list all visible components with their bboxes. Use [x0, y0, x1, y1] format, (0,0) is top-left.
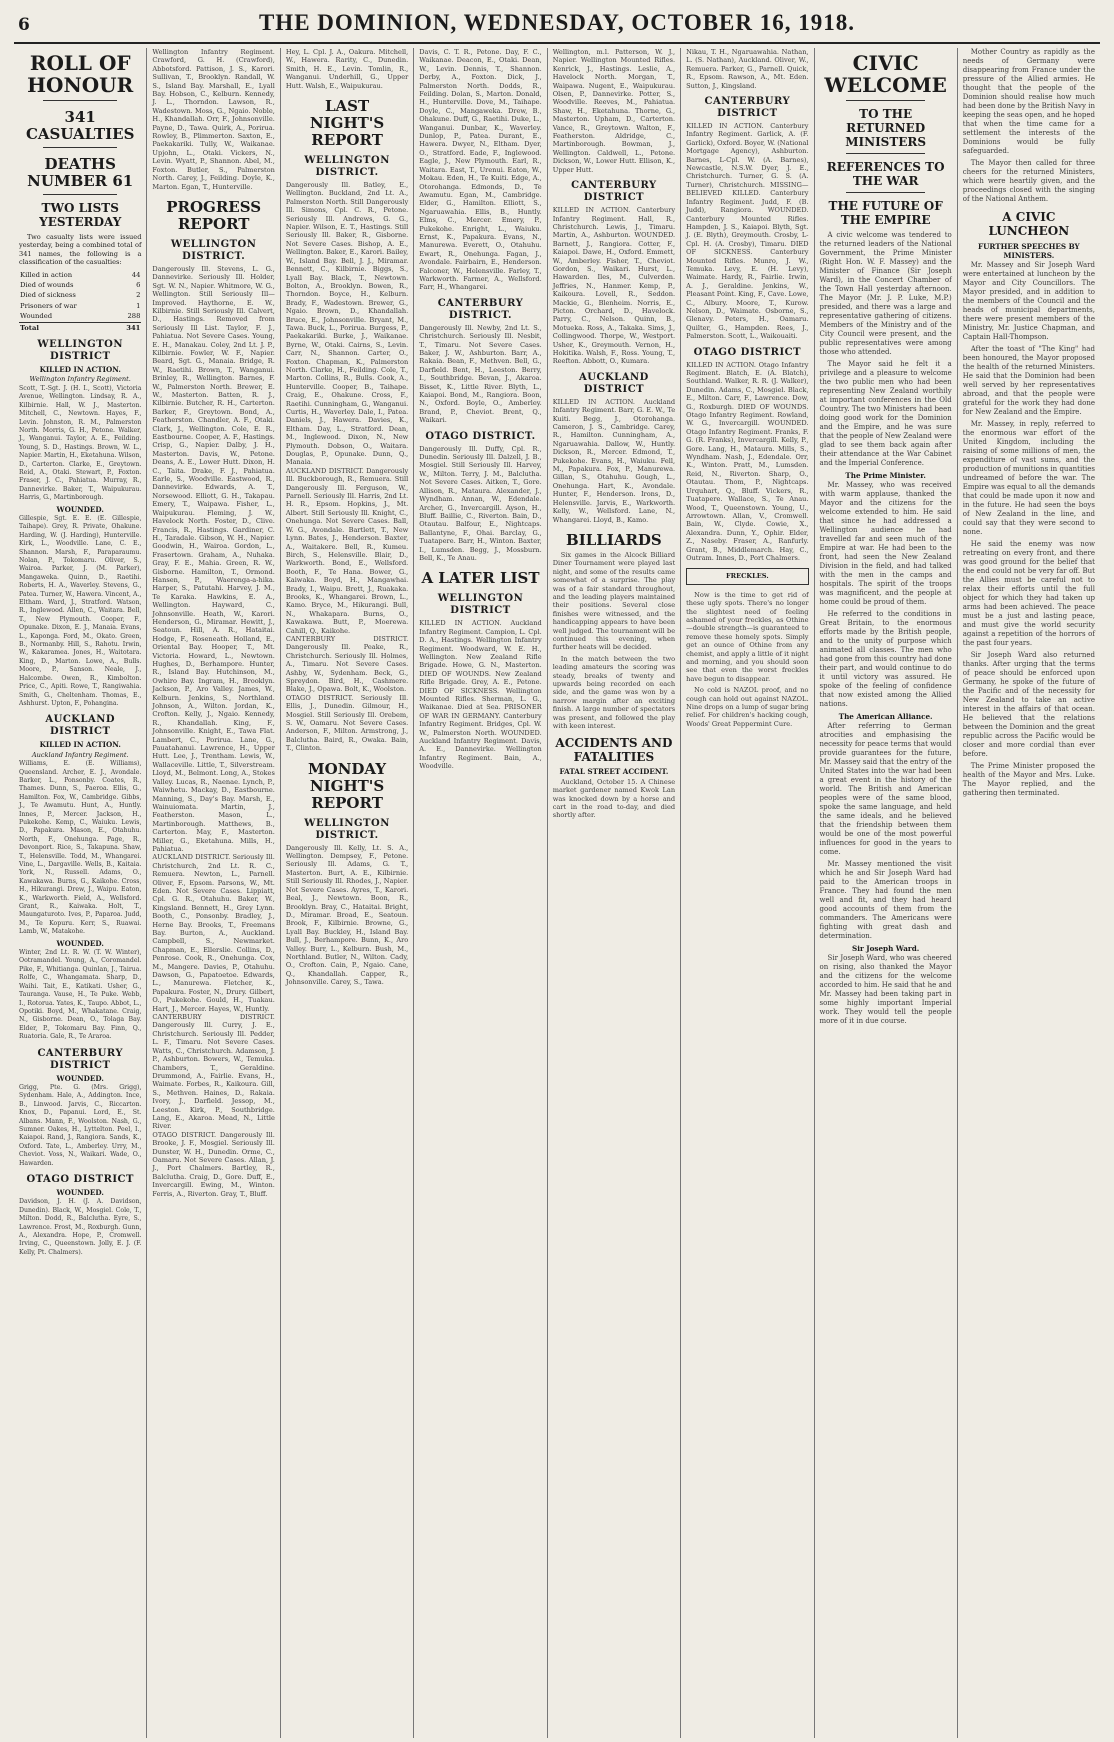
columns: [14, 48, 1100, 1738]
later-list-heading: A LATER LIST: [421, 569, 540, 588]
column-5: Wellington, m.l. Patterson, W. J., Napier. Wellington Mounted Rifles. Kenrick, J., Hastings. Leslie, A., Havelock North. Morgan, T., Waipawa. Nugent, E., Waipukurau. Olsen, P., Dannevirke. Potter, S., Woodville. Reeves, M., Pahiatua. Shaw, H., Eketahuna. Thorne, G., Masterton. Upham, D., Carterton. Vance, R., Greytown. Walton, F., Featherston. Aldridge, C., Martinborough. Bowman, J., Wellington. Caldwell, L., Petone. Dickson, W., Lower Hutt. Ellison, K., Upper Hutt. CANTERBURY DISTRICT KILLED IN ACTION. Canterbury Infantry Regiment. Hall, R., Christchurch. Lewis, J., Timaru. Martin, A., Ashburton. WOUNDED. Barnett, J., Rangiora. Cotter, F., Kaiapoi. Dawe, H., Oxford. Emmett, W., Amberley. Fisher, T., Cheviot. Gordon, S., Waikari. Hurst, L., Hawarden. Iles, M., Culverden. Jeffries, N., Hanmer. Kemp, P., Kaikoura. Lovell, R., Seddon. Mackie, G., Blenheim. Norris, E., Picton. Orchard, D., Havelock. Parry, C., Nelson. Quinn, B., Motueka. Ross, A., Takaka. Sims, J., Collingwood. Thorpe, W., Westport. Usher, K., Greymouth. Vernon, H., Hokitika. Walsh, F., Ross. Young, T., Reefton. Abbott, O., Kumara. AUCKLAND DISTRICT KILLED IN ACTION. Auckland Infantry Regiment. Barr, G. E. W., Te Kuiti. Begg, J., Otorohanga. Cameron, J. S., Cambridge. Carey, R., Hamilton. Cunningham, A., Ngaruawahia. Dallow, W., Huntly. Dickson, R., Mercer. Edmond, T., Pukekohe. Evans, H., Waiuku. Fell, M., Papakura. Fox, P., Manurewa. Gillan, S., Otahuhu. Gough, L., Onehunga. Hart, K., Avondale. Hunter, F., Henderson. Irons, D., Helensville. Jarvis, E., Warkworth. Kelly, W., Wellsford. Lane, N., Whangarei. Lloyd, B., Kamo. BILLIARDS Six games in the Alcock Billiard Diner Tournament were played last night, and some of the results came somewhat of a surprise. The play was of a fair standard throughout, and the leading players maintained their positions. Several close finishes were witnessed, and the handicapping appears to have been well judged. The tournament will be continued this evening, when further heats will be decided. In the match between the two leading amateurs the scoring was steady, breaks of twenty and upwards being recorded on each side, and the game was won by a narrow margin after an exciting finish. A large number of spectators was present, and followed the play with keen interest. ACCIDENTS AND FATALITIES FATAL STREET ACCIDENT. Auckland, October 15. A Chinese market gardener named Kwok Lan was knocked down by a horse and cart in the road to-day, and died shortly after.: [548, 48, 681, 1738]
column-2: Wellington Infantry Regiment. Crawford, G. H. (Crawford), Abbotsford. Pattison, J. S., Karori. Sullivan, T., Brooklyn. Randall, W. S., Island Bay. Marshall, E., Lyall Bay. Hobson, C., Kelburn. Kennedy, J. L., Thorndon. Lawson, R., Wadestown. Moss, G., Ngaio. Noble, H., Khandallah. Orr, F., Johnsonville. Payne, D., Tawa. Quirk, A., Porirua. Rowley, B., Plimmerton. Saxton, E., Paekakariki. Tully, W., Waikanae. Upjohn, L., Otaki. Vickers, N., Levin. Wyatt, P., Shannon. Abel, M., Foxton. Butler, S., Palmerston North. Carey, J., Feilding. Doyle, K., Marton. Egan, T., Hunterville. PROGRESS REPORT WELLINGTON DISTRICT. Dangerously Ill. Stevens, L. G., Dannevirke. Seriously Ill. Holder, Sgt. W. N., Napier. Whitmore, W. G., Wellington. Still Seriously Ill—Improved. Haythorne, E. W., Kilbirnie. Still Seriously Ill. Calvert, D., Hastings. Removed from Seriously Ill List. Taylor, F. J., Pahiatua. Not Severe Cases. Young, E. H., Manakau. Coley, 2nd Lt. J. P., Kilbirnie. Fowler, W. F., Napier. Beard, Sgt. G., Manaia. Bridge, R. W., Raetihi. Brown, T., Wanganui. Brinley, R., Wellington. Barnes, F. W., Palmerston North. Brewer, E. W., Masterton. Batten, R. J., Kilbirnie. Butcher, R. H., Carterton. Barker, F., Greytown. Bond, A., Featherston. Chandler, A. F., Otaki. Clark, J., Wellington. Cole, E. R., Eastbourne. Cooper, A. F., Hastings. Crisp, G., Napier. Dalby, J. H., Masterton. Davis, W., Petone. Deans, A. E., Lower Hutt. Dixon, H. C., Taita. Drake, F. J., Pahiatua. Earle, S., Woodville. Eastwood, R., Dannevirke. Edwards, A. T., Norsewood. Elliott, G. H., Takapau. Emery, T., Waipawa. Fisher, L., Waipukurau. Fleming, J. W., Havelock North. Foster, D., Clive. Francis, R., Hastings. Gardiner, C. H., Taradale. Gibson, W. H., Napier. Goodwin, H., Wairoa. Gordon, L., Frasertown. Graham, A., Nuhaka. Gray, F. E., Mahia. Green, R. W., Gisborne. Hamilton, T., Ormond. Hansen, P., Waerenga-a-hika. Harper, S., Patutahi. Harvey, J. M., Te Karaka. Hawkins, E. A., Wellington. Hayward, C., Johnsonville. Heath, W., Karori. Henderson, G., Miramar. Hewitt, J., Seatoun. Hill, A. R., Hataitai. Hodge, F., Roseneath. Holland, E., Oriental Bay. Hooper, T., Mt. Victoria. Howard, L., Newtown. Hughes, D., Berhampore. Hunter, R., Island Bay. Hutchinson, M., Owhiro Bay. Ingram, H., Brooklyn. Jackson, P., Aro Valley. James, W., Kelburn. Jenkins, S., Northland. Johnson, A., Wilton. Jordan, K., Crofton. Kelly, J., Ngaio. Kennedy, R., Khandallah. King, F., Johnsonville. Knight, E., Tawa Flat. Lambert, C., Porirua. Lane, G., Pauatahanui. Lawrence, H., Upper Hutt. Lee, J., Trentham. Lewis, W., Wallaceville. Little, T., Silverstream. Lloyd, M., Belmont. Long, A., Stokes Valley. Lucas, R., Naenae. Lynch, P., Waiwhetu. Mackay, D., Eastbourne. Manning, S., Day's Bay. Marsh, E., Wainuiomata. Martin, J., Featherston. Mason, L., Martinborough. Matthews, B., Carterton. May, F., Masterton. Miller, G., Eketahuna. Mills, H., Pahiatua. AUCKLAND DISTRICT. Seriously Ill. Christchurch, 2nd Lt. R. C., Remuera. Newton, L., Parnell. Oliver, F., Epsom. Parsons, W., Mt. Eden. Not Severe Cases. Lippiatt, Cpl. G. R., Otahuhu. Baker, W., Kingsland. Bennett, H., Grey Lynn. Booth, C., Ponsonby. Bradley, J., Herne Bay. Brooks, T., Freemans Bay. Burton, A., Auckland. Campbell, S., Newmarket. Chapman, E., Ellerslie. Collins, D., Penrose. Cook, R., Onehunga. Cox, M., Mangere. Davies, P., Otahuhu. Dawson, G., Papatoetoe. Edwards, L., Manurewa. Fletcher, K., Papakura. Foster, N., Drury. Gilbert, O., Pukekohe. Gould, H., Tuakau. Hart, J., Mercer. Hayes, W., Huntly. CANTERBURY DISTRICT. Dangerously Ill. Curry, J. E., Christchurch. Seriously Ill. Pedder, L. F., Timaru. Not Severe Cases. Watts, C., Christchurch. Adamson, J. P., Ashburton. Bowers, W., Temuka. Chambers, T., Geraldine. Drummond, A., Fairlie. Evans, H., Waimate. Forbes, R., Kaikoura. Gill, S., Methven. Haines, D., Rakaia. Ivory, J., Darfield. Jessop, M., Leeston. Kirk, P., Southbridge. Lang, E., Akaroa. Mead, N., Little River. OTAGO DISTRICT. Dangerously Ill. Brooke, J. F., Mosgiel. Seriously Ill. Dunster, W. H., Dunedin. Orme, C., Oamaru. Not Severe Cases. Allan, J. J., Port Chalmers. Bartley, R., Balclutha. Craig, D., Gore. Duff, E., Invercargill. Ewing, M., Winton. Ferris, A., Riverton. Gray, T., Bluff.: [147, 48, 280, 1738]
casualty-names-block: Scott, T.-Sgt. J. (H. I., Scott), Victoria Avenue, Wellington. Lindsay, R. A., Kilbirnie. Hall, W. J., Masterton. Mitchell, C., Newtown. Hayes, F., Levin. Johnston, R. M., Palmerston North. Morris, G. H., Petone. Walker, J., Wanganui. Taylor, A. E., Feilding. Young, S. D., Hastings. Brown, W. L., Napier. Martin, H., Eketahuna. Wilson, D., Carterton. Clarke, E., Greytown. Reid, A., Otaki. Stewart, P., Foxton. Fraser, J. C., Pahiatua. Murray, R., Dannevirke. Baker, T., Waipukurau. Harris, G., Martinborough.: [19, 384, 142, 502]
column-3: Hey, L. Cpl. J. A., Oakura. Mitchell, W., Hawera. Rarity, C., Dunedin. Smith, H. E., Levin. Tomlin, R., Wanganui. Underhill, G., Upper Hutt. Walsh, E., Waipukurau. LAST NIGHT'S REPORT WELLINGTON DISTRICT. Dangerously Ill. Batley, E., Wellington. Buckland, 2nd Lt. A., Palmerston North. Still Dangerously Ill. Simons, Cpl. C. R., Petone. Seriously Ill. Andrews, G. G., Napier. Wilson, E. T., Hastings. Still Seriously Ill. Baker, R., Gisborne. Not Severe Cases. Bishop, A. E., Wellington. Baker, E., Karori. Bailey, W., Island Bay. Bell, J. J., Miramar. Bennett, C., Kilbirnie. Biggs, S., Lyall Bay. Black, T., Newtown. Bolton, A., Brooklyn. Bowen, R., Thorndon. Boyce, H., Kelburn. Brady, F., Wadestown. Brewer, G., Ngaio. Brown, D., Khandallah. Bruce, E., Johnsonville. Bryant, M., Tawa. Buck, L., Porirua. Burgess, P., Paekakariki. Burke, J., Waikanae. Byrne, W., Otaki. Cairns, S., Levin. Carr, N., Shannon. Carter, O., Foxton. Chapman, K., Palmerston North. Clarke, H., Feilding. Cole, T., Marton. Collins, R., Bulls. Cook, A., Hunterville. Cooper, B., Taihape. Craig, E., Ohakune. Cross, F., Raetihi. Cunningham, G., Wanganui. Curtis, H., Waverley. Dale, I., Patea. Daniels, J., Hawera. Davies, K., Eltham. Day, L., Stratford. Dean, M., Inglewood. Dixon, N., New Plymouth. Dobson, O., Waitara. Douglas, P., Opunake. Dunn, Q., Manaia. AUCKLAND DISTRICT. Dangerously Ill. Buckborough, R., Remuera. Still Dangerously Ill. Ferguson, W., Parnell. Seriously Ill. Harris, 2nd Lt. H. R., Epsom. Hopkins, J., Mt. Albert. Still Seriously Ill. Knight, C., Onehunga. Not Severe Cases. Ball, W. G., Avondale. Bartlett, T., New Lynn. Bates, J., Henderson. Baxter, A., Waitakere. Bell, R., Kumeu. Birch, S., Helensville. Blair, D., Warkworth. Bond, E., Wellsford. Booth, F., Te Hana. Bower, G., Kaiwaka. Boyd, H., Mangawhai. Brady, I., Waipu. Brett, J., Ruakaka. Brooks, K., Whangarei. Brown, L., Kamo. Bryce, M., Hikurangi. Bull, N., Whakapara. Burns, O., Kawakawa. Butt, P., Moerewa. Cahill, Q., Kaikohe. CANTERBURY DISTRICT. Dangerously Ill. Peake, R., Christchurch. Seriously Ill. Holmes, A., Timaru. Not Severe Cases. Ashby, W., Sydenham. Beck, G., Spreydon. Bird, H., Cashmere. Blake, J., Opawa. Bolt, K., Woolston. OTAGO DISTRICT. Seriously Ill. Ellis, J., Dunedin. Gilmour, H., Mosgiel. Still Seriously Ill. Orebem, S. W., Oamaru. Not Severe Cases. Anderson, F., Milton. Armstrong, J., Balclutha. Baird, R., Owaka. Bain, T., Clinton. MONDAY NIGHT'S REPORT WELLINGTON DISTRICT. Dangerously Ill. Kelly, Lt. S. A., Wellington. Dempsey, F., Petone. Seriously Ill. Adams, G. T., Masterton. Burt, A. E., Kilbirnie. Still Seriously Ill. Rhodes, J., Napier. Not Severe Cases. Ayres, T., Karori. Beal, J., Newtown. Boon, R., Brooklyn. Bray, C., Hataitai. Bright, D., Miramar. Broad, E., Seatoun. Brook, F., Kilbirnie. Browne, G., Lyall Bay. Buckley, H., Island Bay. Bull, J., Berhampore. Bunn, K., Aro Valley. Burr, L., Kelburn. Bush, M., Northland. Butler, N., Wilton. Cady, O., Crofton. Cain, P., Ngaio. Cane, Q., Khandallah. Capper, R., Johnsonville. Carey, S., Tawa.: [281, 48, 414, 1738]
deaths-heading: DEATHS NUMBER 61: [27, 155, 134, 190]
regiment-label: Wellington Infantry Regiment.: [29, 375, 131, 384]
wounded-names-block: Gillespie, Sgt. E. E. (E. Gillespie, Taihape). Grey, R. Private, Ohakune. Harding, W. (J. Harding), Hunterville. Kirk, L., Woodville. Lane, C. E., Shannon. Marsh, F., Paraparaumu. Nolan, P., Tokomaru. Oliver, S., Wairoa. Parker, J. (M. Parker), Mangaweka. Quinn, D., Raetihi. Roberts, H. A., Waverley. Stevens, G., Patea. Turner, W., Hawera. Vincent, A., Eltham. Ward, J., Stratford. Watson, R., Inglewood. Allen, C., Waitara. Bell, T., New Plymouth. Cooper, F., Opunake. Dixon, E. J., Manaia. Evans, L., Kaponga. Ford, M., Okato. Green, B., Normanby. Hill, S., Rahotu. Irwin, W., Kakaramea. Jones, H., Waitotara. King, D., Marton. Lowe, A., Bulls. Moore, P., Sanson. Neale, J., Halcombe. Owen, R., Kimbolton. Price, C., Apiti. Rowe, T., Rangiwahia. Smith, G., Cheltenham. Thomas, E., Ashhurst. Upton, F., Pohangina.: [19, 514, 142, 707]
american-alliance-subhead: The American Alliance.: [838, 712, 933, 721]
civic-luncheon-heading: A CIVIC LUNCHEON: [988, 210, 1070, 238]
casualty-summary-table: [19, 270, 141, 333]
joseph-ward-subhead: Sir Joseph Ward.: [852, 944, 920, 953]
table-row: Died of wounds 6: [20, 281, 141, 290]
casualties-heading: 341 CASUALTIES: [25, 108, 135, 143]
column-1: ROLL OF HONOUR 341 CASUALTIES DEATHS NUMBER 61 TWO LISTS YESTERDAY Two casualty lists were issued yesterday, being a combined total of 341 names, the following is a classification of the casualties: Killed in action 44 Died of wounds 6 Died of sickness 2 Prisoners of war 1 Wounded 288 Total 341 WELLINGTON DISTRICT KILLED IN ACTION. Wellington Infantry Regiment. Scott, T.-Sgt. J. (H. I., Scott), Victoria Avenue, Wellington. Lindsay, R. A., Kilbirnie. Hall, W. J., Masterton. Mitchell, C., Newtown. Hayes, F., Levin. Johnston, R. M., Palmerston North. Morris, G. H., Petone. Walker, J., Wanganui. Taylor, A. E., Feilding. Young, S. D., Hastings. Brown, W. L., Napier. Martin, H., Eketahuna. Wilson, D., Carterton. Clarke, E., Greytown. Reid, A., Otaki. Stewart, P., Foxton. Fraser, J. C., Pahiatua. Murray, R., Dannevirke. Baker, T., Waipukurau. Harris, G., Martinborough. WOUNDED. Gillespie, Sgt. E. E. (E. Gillespie, Taihape). Grey, R. Private, Ohakune. Harding, W. (J. Harding), Hunterville. Kirk, L., Woodville. Lane, C. E., Shannon. Marsh, F., Paraparaumu. Nolan, P., Tokomaru. Oliver, S., Wairoa. Parker, J. (M. Parker), Mangaweka. Quinn, D., Raetihi. Roberts, H. A., Waverley. Stevens, G., Patea. Turner, W., Hawera. Vincent, A., Eltham. Ward, J., Stratford. Watson, R., Inglewood. Allen, C., Waitara. Bell, T., New Plymouth. Cooper, F., Opunake. Dixon, E. J., Manaia. Evans, L., Kaponga. Ford, M., Okato. Green, B., Normanby. Hill, S., Rahotu. Irwin, W., Kakaramea. Jones, H., Waitotara. King, D., Marton. Lowe, A., Bulls. Moore, P., Sanson. Neale, J., Halcombe. Owen, R., Kimbolton. Price, C., Apiti. Rowe, T., Rangiwahia. Smith, G., Cheltenham. Thomas, E., Ashhurst. Upton, F., Pohangina. AUCKLAND DISTRICT KILLED IN ACTION. Auckland Infantry Regiment. Williams, E. (E. Williams), Queensland. Archer, E. J., Avondale. Barker, L., Ponsonby. Coates, R., Thames. Dunn, S., Paeroa. Ellis, G., Hamilton. Fox, W., Cambridge. Gibbs, J., Te Awamutu. Hunt, A., Huntly. Innes, P., Mercer. Jackson, H., Pukekohe. Kemp, C., Waiuku. Lewis, D., Papakura. Mason, E., Otahuhu. North, F., Onehunga. Page, R., Devonport. Rice, S., Takapuna. Shaw, T., Helensville. Todd, M., Whangarei. Vine, L., Dargaville. Wells, B., Kaitaia. York, N., Russell. Adams, O., Kawakawa. Burns, G., Kaikohe. Cross, H., Hikurangi. Drew, J., Waipu. Eaton, K., Warkworth. Field, A., Wellsford. Grant, R., Kaiwaka. Holt, T., Maungaturoto. Ives, P., Paparoa. Judd, M., Te Kopuru. Kerr, S., Ruawai. Lamb, W., Matakohe. WOUNDED. Winter, 2nd Lt. R. W. (T. W. Winter), Ootramandel. Young, A., Coromandel. Pike, F., Whitianga. Quinlan, J., Tairua. Rolfe, C., Whangamata. Sharp, D., Waihi. Tait, E., Katikati. Usher, G., Tauranga. Vause, H., Te Puke. Webb, I., Rotorua. Yates, K., Taupo. Abbot, L., Opotiki. Boyd, M., Whakatane. Craig, N., Gisborne. Dean, O., Tolaga Bay. Elder, P., Tokomaru Bay. Finn, Q., Ruatoria. Gale, R., Te Araroa. CANTERBURY DISTRICT WOUNDED. Grigg, Pte. G. (Mrs. Grigg), Sydenham. Hale, A., Addington. Ince, B., Linwood. Jarvis, C., Riccarton. Knox, D., Papanui. Lord, E., St. Albans. Mann, F., Woolston. Nash, G., Sumner. Oakes, H., Lyttelton. Peel, I., Kaiapoi. Rand, J., Rangiora. Sands, K., Oxford. Tate, L., Amberley. Urry, M., Cheviot. Voss, N., Waikari. Wade, O., Hawarden. OTAGO DISTRICT WOUNDED. Davidson, J. H. (J. A. Davidson, Dunedin). Black, W., Mosgiel. Cole, T., Milton. Dodd, R., Balclutha. Eyre, S., Lawrence. Frost, M., Roxburgh. Gunn, A., Alexandra. Hope, P., Cromwell. Irving, C., Queenstown. Jolly, E. J. (F. Kelly, Pt. Chalmers).: [14, 48, 147, 1738]
column-6: Nikau, T. H., Ngaruawahia. Nathan, L. (S. Nathan), Auckland. Oliver, W., Remuera. Parker, G., Parnell. Quick, R., Epsom. Rawson, A., Mt. Eden. Sutton, J., Kingsland. CANTERBURY DISTRICT KILLED IN ACTION. Canterbury Infantry Regiment. Garlick, A. (F. Garlick), Oxford. Boyer, W. (National Mortgage Agency), Ashburton. Barnes, L-Cpl. W. (A. Barnes), Newcastle, N.S.W. Dyer, J. E., Christchurch. Turner, G. S. (A. Turner), Christchurch. MISSING—BELIEVED KILLED. Canterbury Infantry Regiment. Judd, F. (B. Judd), Rangiora. WOUNDED. Canterbury Mounted Rifles. Hampden, J. S., Kaiapoi. Blyth, Sgt. J. (E. Blyth), Greymouth. Crosby, L-Cpl. H. (A. Crosby), Timaru. DIED OF SICKNESS. Canterbury Mounted Rifles. Munro, J. W., Temuka. Levy, E. (H. Levy), Waimate. Hardy, R., Fairlie. Irwin, A. J., Geraldine. Jenkins, W., Pleasant Point. King, F., Cave. Lowe, C., Albury. Moore, T., Kurow. Nelson, D., Waimate. Osborne, S., Glenavy. Peters, H., Oamaru. Quilter, G., Hampden. Rees, J., Palmerston. Scott, L., Waikouaiti. OTAGO DISTRICT KILLED IN ACTION. Otago Infantry Regiment. Blatch, E. (A. Blatch), Southland. Walker, R. R. (J. Walker), Dunedin. Adams, C., Mosgiel. Black, E., Milton. Carr, F., Lawrence. Dow, G., Roxburgh. DIED OF WOUNDS. Otago Infantry Regiment. Rowland, W. G., Invercargill. WOUNDED. Otago Infantry Regiment. Franks, F. G. (R. Franks), Invercargill. Kelly, P., Gore. Lang, H., Mataura. Mills, S., Wyndham. Nash, J., Edendale. Orr, K., Winton. Pratt, M., Lumsden. Reid, N., Riverton. Sharp, O., Otautau. Thom, P., Nightcaps. Urquhart, Q., Bluff. Vickers, R., Tuatapere. Wallace, S., Te Anau. Wood, T., Queenstown. Young, U., Arrowtown. Allan, V., Cromwell. Bain, W., Clyde. Cowie, X., Alexandra. Dunn, Y., Ophir. Elder, Z., Naseby. Fraser, A., Ranfurly. Grant, B., Middlemarch. Hay, C., Outram. Innes, D., Port Chalmers. FRECKLES. Now is the time to get rid of these ugly spots. There's no longer the slightest need of feeling ashamed of your freckles, as Othine—double strength—is guaranteed to remove these homely spots. Simply get an ounce of Othine from any chemist, and apply a little of it night and morning, and you should soon see that even the worst freckles have begun to disappear. No cold is NAZOL proof, and no cough can hold out against NAZOL. Nine drops on a lump of sugar bring relief. For children's hacking cough, Woods' Great Peppermint Cure.: [681, 48, 814, 1738]
table-total-row: Total 341: [20, 323, 141, 332]
district-heading: WELLINGTON DISTRICT.: [170, 238, 257, 262]
roll-of-honour-heading: ROLL OF HONOUR: [27, 51, 134, 97]
returned-ministers-heading: TO THE RETURNED MINISTERS: [845, 107, 927, 149]
table-row: Killed in action 44: [20, 270, 141, 279]
column-8: Mother Country as rapidly as the needs of Germany were disappearing from France under the pressure of the Allied armies. He thought that the people of the Dominion should realise how much had been done by the British Navy in keeping the seas open, and he hoped that when the time came for a settlement the interests of the Dominions would be fully safeguarded. The Mayor then called for three cheers for the returned Ministers, which were heartily given, and the proceedings closed with the singing of the National Anthem. A CIVIC LUNCHEON FURTHER SPEECHES BY MINISTERS. Mr. Massey and Sir Joseph Ward were entertained at luncheon by the Mayor and City Councillors. The Mayor presided, and in addition to the members of the Council and the heads of municipal departments, there were present members of the Ministry, Mr. Justice Chapman, and Captain Hall-Thompson. After the toast of "The King" had been honoured, the Mayor proposed the health of the returned Ministers. He said that the Dominion had been well served by her representatives abroad, and that the people were grateful for the work they had done for New Zealand and the Empire. Mr. Massey, in reply, referred to the enormous war effort of the United Kingdom, including the raising of some millions of men, the expenditure of vast sums, and the production of munitions in quantities undreamed of before the war. The Empire was equal to all the demands that could be made upon it now and in the future. He had seen the boys of New Zealand in the line, and could say that they were second to none. He said the enemy was now retreating on every front, and there was good ground for the belief that the end could not be very far off. But the Allies must be careful not to relax their efforts until the full object for which they had taken up arms had been achieved. The peace must be a just and lasting peace, and must give the world security against a repetition of the horrors of the past four years. Sir Joseph Ward also returned thanks. After urging that the terms of peace should be enforced upon Germany, he spoke of the future of the Pacific and of the necessity for New Zealand to take an active interest in the affairs of that ocean. He believed that the relations between the Dominion and the great republic across the Pacific would be closer and more cordial than ever before. The Prime Minister proposed the health of the Mayor and Mrs. Luke. The Mayor replied, and the gathering then terminated.: [962, 48, 1095, 797]
monday-nights-report-heading: MONDAY NIGHT'S REPORT: [308, 759, 387, 812]
subhead-wounded: WOUNDED.: [56, 504, 104, 514]
fatal-accident-subhead: FATAL STREET ACCIDENT.: [559, 767, 669, 777]
district-heading-canterbury: CANTERBURY DISTRICT: [37, 1047, 123, 1071]
subhead-killed: KILLED IN ACTION.: [39, 365, 121, 375]
two-lists-heading: TWO LISTS YESTERDAY: [39, 201, 122, 229]
table-row: Prisoners of war 1: [20, 301, 141, 310]
references-heading: REFERENCES TO THE WAR: [826, 160, 945, 188]
table-row: Died of sickness 2: [20, 291, 141, 300]
district-heading-auckland: AUCKLAND DISTRICT: [45, 714, 116, 738]
freckles-advertisement: FRECKLES.: [686, 568, 808, 584]
progress-report-heading: PROGRESS REPORT: [166, 197, 262, 233]
further-speeches-subhead: FURTHER SPEECHES BY MINISTERS.: [978, 242, 1080, 260]
accidents-heading: ACCIDENTS AND FATALITIES: [555, 736, 673, 765]
civic-welcome-heading: CIVIC WELCOME: [824, 51, 947, 97]
newspaper-title: THE DOMINION, WEDNESDAY, OCTOBER 16, 1918.: [258, 10, 856, 35]
district-heading-wellington: WELLINGTON DISTRICT: [37, 339, 123, 363]
billiards-heading: BILLIARDS: [566, 530, 662, 549]
page-number: 6: [18, 15, 30, 35]
prime-minister-subhead: The Prime Minister.: [845, 471, 926, 480]
district-heading-otago: OTAGO DISTRICT: [26, 1174, 134, 1185]
masthead: [14, 6, 1100, 44]
table-row: Wounded 288: [20, 312, 141, 321]
casualty-intro: Two casualty lists were issued yesterday, being a combined total of 341 names, the following is a classification of the casualties:: [19, 233, 142, 267]
last-nights-report-heading: LAST NIGHT'S REPORT: [309, 97, 385, 150]
column-7: CIVIC WELCOME TO THE RETURNED MINISTERS REFERENCES TO THE WAR THE FUTURE OF THE EMPIRE A civic welcome was tendered to the returned leaders of the National Government, the Prime Minister (Right Hon. W. F. Massey) and the Minister of Finance (Sir Joseph Ward), in the Concert Chamber of the Town Hall yesterday afternoon. The Mayor (Mr. J. P. Luke, M.P.) presided, and there was a large and representative gathering of citizens. Members of the Ministry and of the City Council were present, and the public representatives were among those who attended. The Mayor said he felt it a privilege and a pleasure to welcome the two public men who had been representing New Zealand worthily at important conferences in the Old Country. The two Ministers had been doing good work for the Dominion and the Empire, and he was sure that the people of New Zealand were glad to see them back again after their attendance at the War Cabinet and the Imperial Conference. The Prime Minister. Mr. Massey, who was received with warm applause, thanked the Mayor and the citizens for the welcome extended to him. He said that since he had addressed a Wellington audience he had travelled far and seen much of the Empire at war. He had been to the front, had seen the New Zealand Division in the field, and had talked with the men in the camps and hospitals. The spirit of the troops was magnificent, and the people at home could be proud of them. He referred to the conditions in Great Britain, to the enormous efforts made by the British people, and to the unity of purpose which animated all classes. The men who had gone from this country had done their part, and would continue to do it until victory was assured. He spoke of the feeling of confidence that now existed among the Allied nations. The American Alliance. After referring to German atrocities and emphasising the necessity for peace terms that would provide guarantees for the future, Mr. Massey said that the entry of the United States into the war had been a great event in the history of the world. The British and American peoples were of the same blood, spoke the same language, and held the same ideals, and he believed that the friendship between them would be one of the most powerful influences for good in the years to come. Mr. Massey mentioned the visit which he and Sir Joseph Ward had paid to the American troops in France. They had found the men well and fit, and they had heard good accounts of them from the commanders. The Americans were fighting with great dash and determination. Sir Joseph Ward. Sir Joseph Ward, who was cheered on rising, also thanked the Mayor and the citizens for the welcome accorded to him. He said that he and Mr. Massey had been taking part in some highly important Imperial work. They would tell the people more of it in due course.: [815, 48, 958, 1738]
future-empire-heading: THE FUTURE OF THE EMPIRE: [828, 199, 943, 227]
column-4: Davis, C. T. R., Petone. Day, F. C., Waikanae. Deacon, E., Otaki. Dean, W., Levin. Dennis, T., Shannon. Derby, A., Foxton. Dick, J., Palmerston North. Dodds, R., Feilding. Dolan, S., Marton. Donald, H., Hunterville. Dove, M., Taihape. Doyle, C., Mangaweka. Drew, B., Ohakune. Duff, G., Raetihi. Duke, L., Wanganui. Dunbar, K., Waverley. Dunlop, P., Patea. Durant, E., Hawera. Dwyer, N., Eltham. Dyer, O., Stratford. Eade, F., Inglewood. Eagle, J., New Plymouth. Earl, R., Waitara. East, T., Urenui. Eaton, W., Mokau. Eden, H., Te Kuiti. Edge, A., Otorohanga. Edmonds, D., Te Awamutu. Egan, M., Cambridge. Elder, G., Hamilton. Elliott, S., Ngaruawahia. Ellis, B., Huntly. Elms, C., Mercer. Emery, P., Pukekohe. Enright, L., Waiuku. Ernst, K., Papakura. Evans, N., Manurewa. Everett, O., Otahuhu. Ewart, R., Onehunga. Fagan, J., Avondale. Fairbairn, E., Henderson. Falconer, W., Helensville. Farley, T., Warkworth. Farmer, A., Wellsford. Farr, H., Whangarei. CANTERBURY DISTRICT. Dangerously Ill. Newby, 2nd Lt. S., Christchurch. Seriously Ill. Nesbit, T., Timaru. Not Severe Cases. Baker, J. W., Ashburton. Barr, A., Rakaia. Bean, F., Methven. Bell, G., Darfield. Bent, H., Leeston. Berry, I., Southbridge. Bevan, J., Akaroa. Bisset, K., Little River. Blyth, L., Kaiapoi. Bond, M., Rangiora. Boon, N., Oxford. Boyle, O., Amberley. Brand, P., Cheviot. Brent, Q., Waikari. OTAGO DISTRICT. Dangerously Ill. Duffy, Cpl. R., Dunedin. Seriously Ill. Dalzell, J. B., Mosgiel. Still Seriously Ill. Harvey, W., Milton. Terry, J. M., Balclutha. Not Severe Cases. Aitken, T., Gore. Allison, R., Mataura. Alexander, J., Wyndham. Annan, W., Edendale. Archer, G., Invercargill. Ayson, H., Bluff. Baillie, C., Riverton. Bain, D., Otautau. Balfour, E., Nightcaps. Ballantyne, F., Ohai. Barclay, G., Tuatapere. Barr, H., Winton. Baxter, I., Lumsden. Begg, J., Mossburn. Bell, K., Te Anau. A LATER LIST WELLINGTON DISTRICT KILLED IN ACTION. Auckland Infantry Regiment. Campion, L. Cpl. D. A., Hastings. Wellington Infantry Regiment. Woodward, W. E. H., Wellington. New Zealand Rifle Brigade. Howe, G. N., Masterton. DIED OF WOUNDS. New Zealand Rifle Brigade. Grey, A. E., Petone. DIED OF SICKNESS. Wellington Mounted Rifles. Sherman, L. G., Waikanae. Died at Sea. PRISONER OF WAR IN GERMANY. Canterbury Infantry Regiment. Bridges, Cpl. W. W., Palmerston North. WOUNDED. Auckland Infantry Regiment. Davis, A. E., Dannevirke. Wellington Infantry Regiment. Bain, A., Woodville.: [414, 48, 547, 1738]
